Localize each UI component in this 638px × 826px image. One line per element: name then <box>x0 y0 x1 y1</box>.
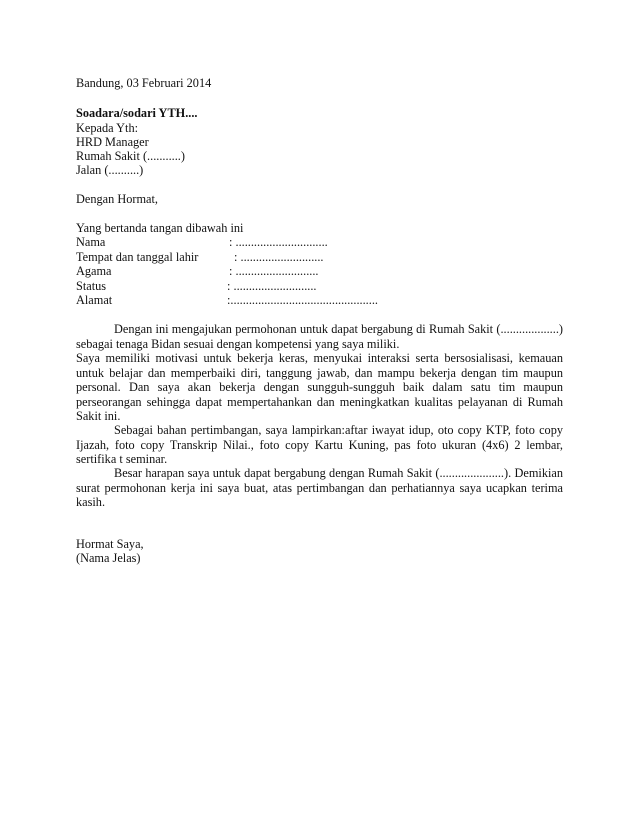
field-label-alamat: Alamat <box>76 293 113 307</box>
signature-name: (Nama Jelas) <box>76 551 141 565</box>
field-label-ttl: Tempat dan tanggal lahir <box>76 250 199 264</box>
salutation-header: Soadara/sodari YTH.... <box>76 106 198 120</box>
place-date: Bandung, 03 Februari 2014 <box>76 76 212 90</box>
field-value-agama: : ........................... <box>229 264 319 278</box>
paragraph-attachments-text: Sebagai bahan pertimbangan, saya lampirkan:aftar iwayat idup, oto copy KTP, foto copy Ijazah, foto copy Transkrip Nilai., foto copy Kartu Kuning, pas foto ukuran (4x6) 2 lembar, sertifika t seminar. <box>76 423 563 466</box>
recipient-line: Rumah Sakit (...........) <box>76 149 185 163</box>
recipient-line: HRD Manager <box>76 135 149 149</box>
field-value-alamat: :................................................ <box>227 293 378 307</box>
greeting: Dengan Hormat, <box>76 192 158 206</box>
paragraph-motivation <box>76 351 563 424</box>
paragraph-closing <box>76 466 563 510</box>
recipient-line: Kepada Yth: <box>76 121 139 135</box>
closing: Hormat Saya, <box>76 537 144 551</box>
field-label-agama: Agama <box>76 264 112 278</box>
paragraph-closing-text: Besar harapan saya untuk dapat bergabung dengan Rumah Sakit (.....................). Demikian surat permohonan kerja ini saya buat, atas pertimbangan dan perhatiannya saya ucapkan terima kasih. <box>76 466 563 509</box>
field-value-ttl: : ........................... <box>234 250 324 264</box>
paragraph-application-text: Dengan ini mengajukan permohonan untuk dapat bergabung di Rumah Sakit (...................) sebagai tenaga Bidan sesuai dengan kompetensi yang saya miliki. <box>76 322 563 351</box>
recipient-line: Jalan (..........) <box>76 163 144 177</box>
paragraph-attachments <box>76 423 563 467</box>
field-value-nama: : .............................. <box>229 235 328 249</box>
paragraph-motivation-text: Saya memiliki motivasi untuk bekerja keras, menyukai interaksi serta bersosialisasi, kemauan untuk belajar dan memperbaiki diri, tanggung jawab, dan mampu bekerja dengan tim maupun personal. Dan saya akan bekerja dengan sungguh-sungguh baik dalam satu tim maupun perseorangan sehingga dapat mempertahankan dan meningkatkan kualitas pelayanan di Rumah Sakit ini. <box>76 351 563 423</box>
paragraph-application <box>76 322 563 351</box>
intro-line: Yang bertanda tangan dibawah ini <box>76 221 244 235</box>
field-value-status: : ........................... <box>227 279 317 293</box>
field-label-status: Status <box>76 279 107 293</box>
field-label-nama: Nama <box>76 235 106 249</box>
